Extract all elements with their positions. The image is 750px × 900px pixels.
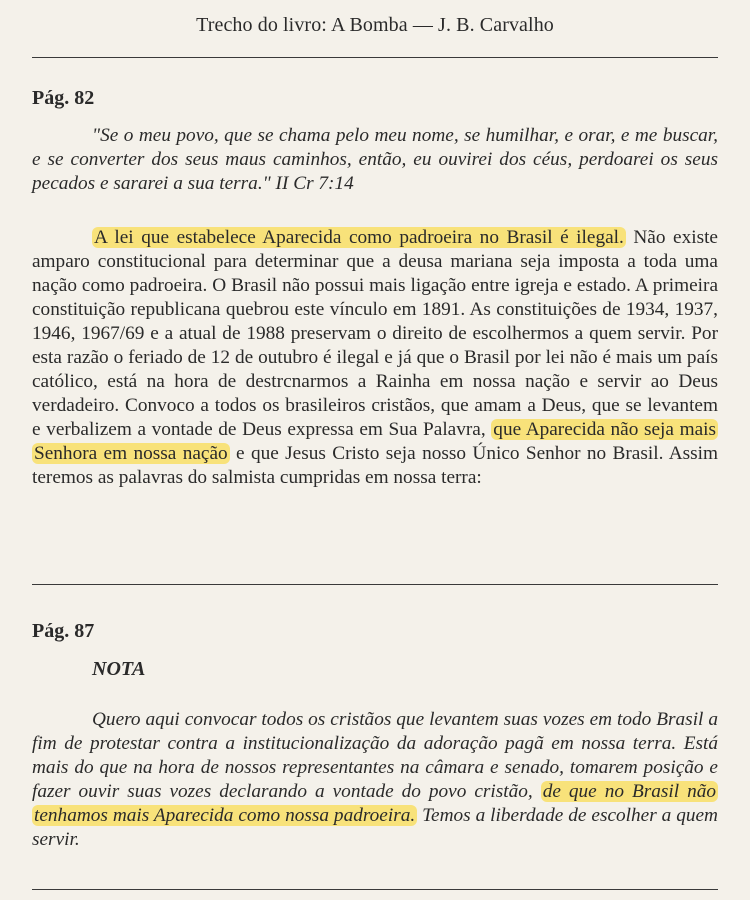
divider-bottom [32, 889, 718, 890]
highlight-no-aparecida-patroness: de que no Brasil não tenhamos mais Aparecida como nossa padroeira. [34, 781, 717, 826]
section-82-body [32, 226, 718, 490]
divider-middle [32, 584, 718, 585]
nota-text-part-1: Quero aqui convocar todos os cristãos que levantem suas vozes em todo Brasil a fim de protestar contra a institucionalização da adoração pagã em nossa terra. Está mais do que na hora de nossos representantes na câmara e senado, tomarem posição e fazer ouvir suas vozes declarando a vontade do povo cristão, [32, 709, 718, 802]
nota-heading: NOTA [92, 658, 146, 680]
page-number-87: Pág. 87 [32, 620, 95, 642]
bible-quote: "Se o meu povo, que se chama pelo meu nome, se humilhar, e orar, e me buscar, e se converter dos seus maus caminhos, então, eu ouvirei dos céus, perdoarei os seus pecados e sararei a sua terra." II Cr 7:14 [32, 125, 718, 194]
nota-text-part-2: Temos a liberdade de escolher a quem servir. [32, 805, 718, 850]
body-text-part-2: e que Jesus Cristo seja nosso Único Senhor no Brasil. Assim teremos as palavras do salmista cumpridas em nossa terra: [32, 443, 718, 488]
highlight-aparecida-not-lady: que Aparecida não seja mais Senhora em nossa nação [34, 419, 716, 464]
highlight-law-illegal: A lei que estabelece Aparecida como padroeira no Brasil é ilegal. [94, 227, 624, 248]
section-87-body [32, 708, 718, 852]
page-number-82: Pág. 82 [32, 87, 95, 109]
body-text-part-1: Não existe amparo constitucional para determinar que a deusa mariana seja imposta a toda uma nação como padroeira. O Brasil não possui mais ligação entre igreja e estado. A primeira constituição republicana quebrou este vínculo em 1891. As constituições de 1934, 1937, 1946, 1967/69 e a atual de 1988 preservam o direito de escolhermos a quem servir. Por esta razão o feriado de 12 de outubro é ilegal e já que o Brasil por lei não é mais um país católico, está na hora de destrcnarmos a Rainha em nossa nação e servir ao Deus verdadeiro. Convoco a todos os brasileiros cristãos, que amam a Deus, que se levantem e verbalizem a vontade de Deus expressa em Sua Palavra, [32, 227, 718, 440]
document-title: Trecho do livro: A Bomba — J. B. Carvalho [196, 14, 554, 36]
divider-top [32, 57, 718, 58]
